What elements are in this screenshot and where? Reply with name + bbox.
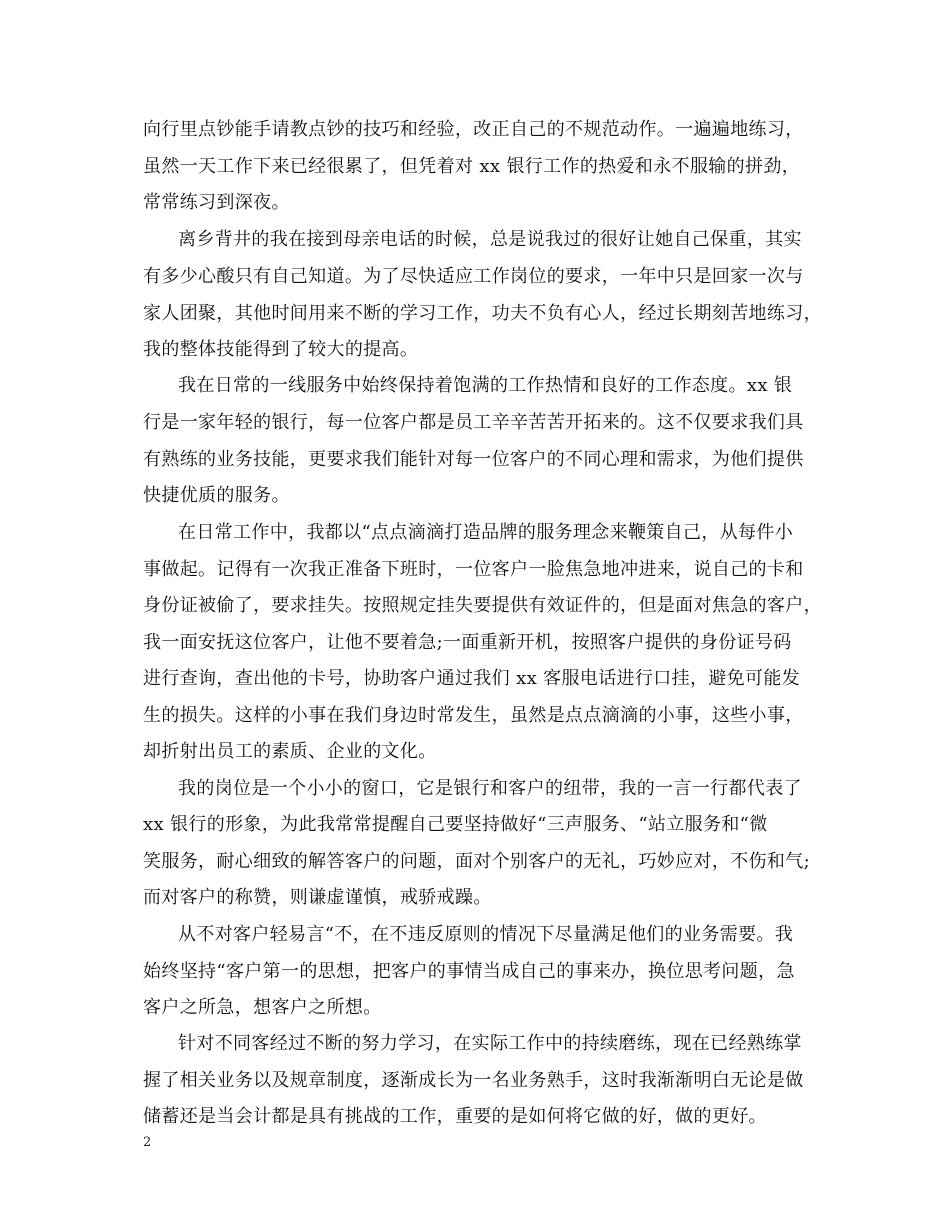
paragraph-line: 笑服务，耐心细致的解答客户的问题，面对个别客户的无礼，巧妙应对，不伤和气; [143,851,811,872]
paragraph-line: 而对客户的称赞，则谦虚谨慎，戒骄戒躁。 [143,887,492,908]
paragraph-line: 进行查询，查出他的卡号，协助客户通过我们 xx 客服电话进行口挂，避免可能发 [143,668,801,689]
paragraph-line: 行是一家年轻的银行，每一位客户都是员工辛辛苦苦开拓来的。这不仅要求我们具 [143,412,804,433]
paragraph-line: 向行里点钞能手请教点钞的技巧和经验，改正自己的不规范动作。一遍遍地练习， [143,119,804,140]
paragraph-line: 客户之所急，想客户之所想。 [143,997,382,1018]
paragraph-line: 始终坚持“客户第一的思想，把客户的事情当成自己的事来办，换位思考问题，急 [143,961,795,982]
page-number: 2 [143,1135,152,1150]
paragraph-line: xx 银行的形象，为此我常常提醒自己要坚持做好“三声服务、“站立服务和“微 [143,814,768,835]
paragraph-line: 生的损失。这样的小事在我们身边时常发生，虽然是点点滴滴的小事，这些小事， [143,705,804,726]
paragraph-line: 针对不同客经过不断的努力学习，在实际工作中的持续磨练，现在已经熟练掌 [178,1033,802,1054]
paragraph-line: 储蓄还是当会计都是具有挑战的工作，重要的是如何将它做的好，做的更好。 [143,1106,767,1127]
paragraph-line: 我一面安抚这位客户，让他不要着急;一面重新开机，按照客户提供的身份证号码 [143,632,792,653]
paragraph-line: 身份证被偷了，要求挂失。按照规定挂失要提供有效证件的，但是面对焦急的客户， [143,595,822,616]
paragraph-line: 在日常工作中，我都以“点点滴滴打造品牌的服务理念来鞭策自己，从每件小 [178,522,794,543]
paragraph-line: 却折射出员工的素质、企业的文化。 [143,741,437,762]
paragraph-line: 我在日常的一线服务中始终保持着饱满的工作热情和良好的工作态度。xx 银 [178,375,793,396]
paragraph-line: 常常练习到深夜。 [143,192,290,213]
paragraph-line: 有多少心酸只有自己知道。为了尽快适应工作岗位的要求，一年中只是回家一次与 [143,266,804,287]
paragraph-line: 虽然一天工作下来已经很累了，但凭着对 xx 银行工作的热爱和永不服输的拼劲， [143,156,801,177]
paragraph-line: 从不对客户轻易言“不，在不违反原则的情况下尽量满足他们的业务需要。我 [178,924,794,945]
paragraph-line: 握了相关业务以及规章制度，逐渐成长为一名业务熟手，这时我渐渐明白无论是做 [143,1070,804,1091]
paragraph-line: 家人团聚，其他时间用来不断的学习工作，功夫不负有心人，经过长期刻苦地练习， [143,303,822,324]
paragraph-line: 我的整体技能得到了较大的提高。 [143,339,419,360]
paragraph-line: 事做起。记得有一次我正准备下班时，一位客户一脸焦急地冲进来，说自己的卡和 [143,559,804,580]
paragraph-line: 我的岗位是一个小小的窗口，它是银行和客户的纽带，我的一言一行都代表了 [178,778,802,799]
paragraph-line: 离乡背井的我在接到母亲电话的时候，总是说我过的很好让她自己保重，其实 [178,229,802,250]
paragraph-line: 有熟练的业务技能，更要求我们能针对每一位客户的不同心理和需求，为他们提供 [143,449,804,470]
paragraph-line: 快捷优质的服务。 [143,485,290,506]
